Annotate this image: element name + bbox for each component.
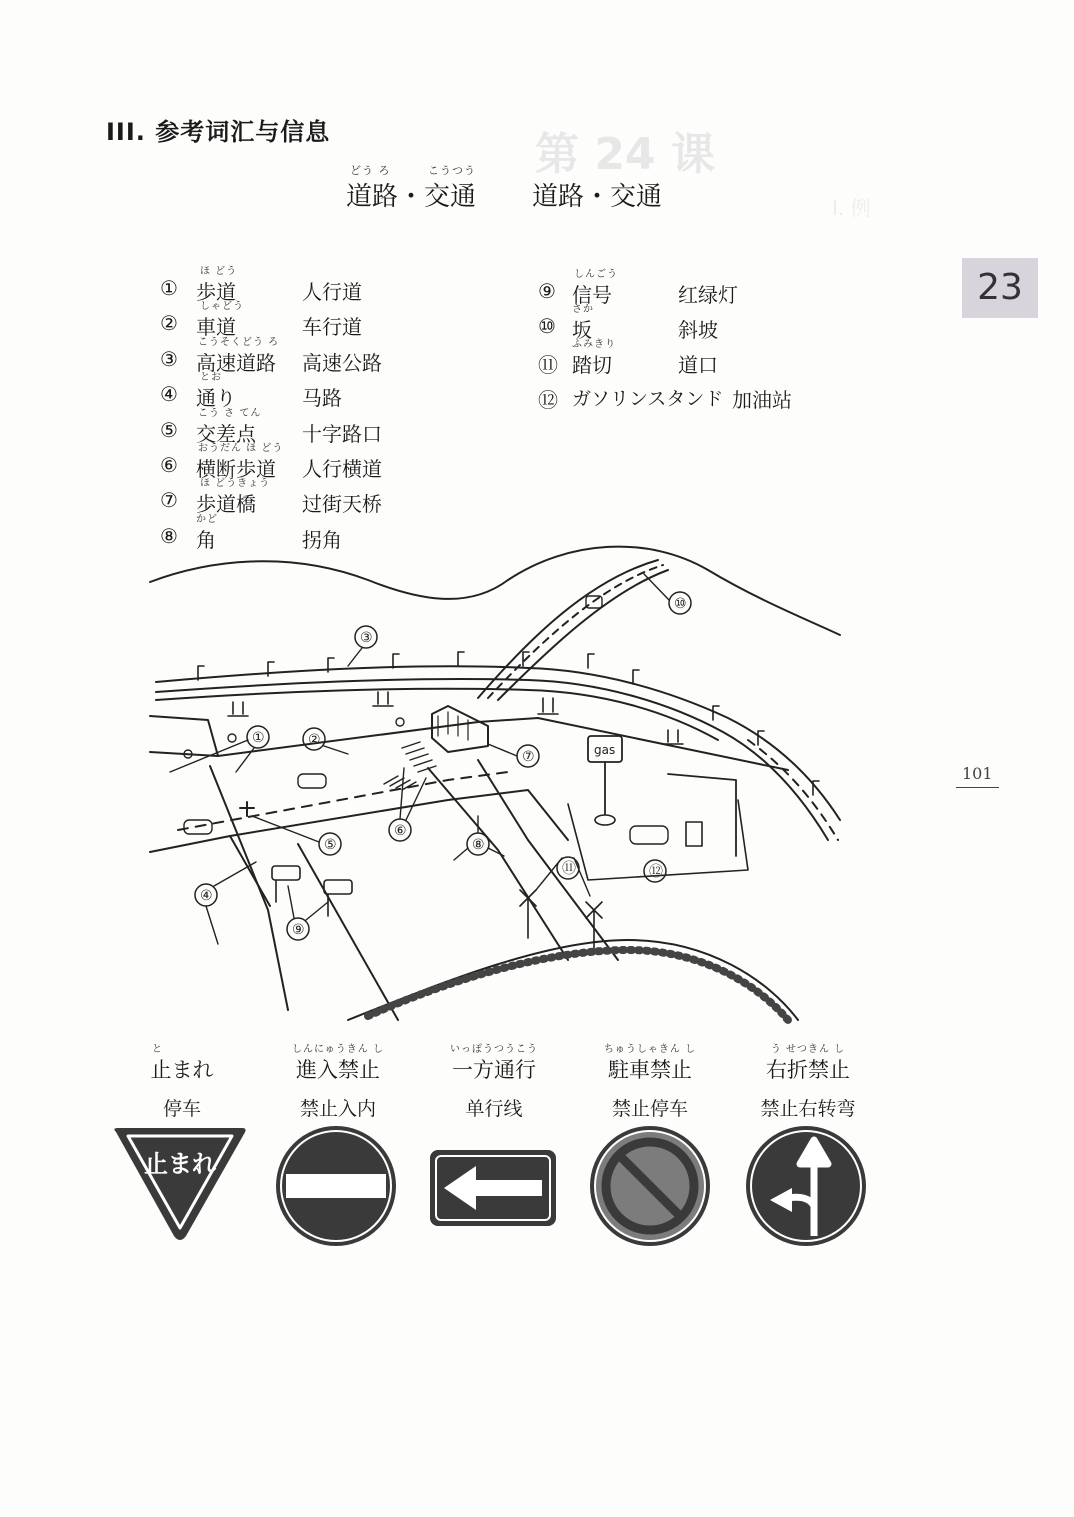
vocab-num: ③ [160, 347, 178, 371]
vocab-ruby: おうだん ほ どう [198, 443, 284, 454]
vocab-cn: 人行横道 [302, 457, 382, 481]
vocab-num: ⑫ [538, 388, 558, 412]
hill-outline [150, 547, 840, 635]
vocab-cn: 过街天桥 [302, 492, 382, 516]
sign-jp: 進入禁止 [296, 1058, 380, 1082]
vocab-jp: 踏切 [572, 353, 612, 377]
vocab-num: ② [160, 311, 178, 335]
vocab-jp: ガソリンスタンド [572, 388, 724, 410]
vocab-ruby: さか [572, 304, 594, 315]
road-illustration [148, 540, 848, 1030]
sign-label-no-entry [258, 1040, 418, 1121]
intersection-mark [240, 802, 254, 816]
vocab-jp: 角 [196, 528, 216, 552]
pedestrian [228, 734, 236, 742]
sign-jp: 右折禁止 [766, 1058, 850, 1082]
sign-ruby: ちゅうしゃきん し [603, 1044, 697, 1055]
callout-label: ① [252, 730, 265, 746]
vocab-cn: 拐角 [302, 528, 342, 552]
chapter-tab: 23 [962, 258, 1038, 318]
vocab-cn: 十字路口 [302, 422, 382, 446]
callout-label: ③ [360, 630, 373, 646]
section-title: III. 参考词汇与信息 [106, 118, 331, 146]
vocab-ruby: ふみきり [572, 339, 616, 350]
sign-label-stop [102, 1040, 262, 1121]
one-way-arrow-icon [428, 1148, 558, 1228]
topic-jp [346, 164, 477, 213]
sign-jp: 止まれ [150, 1058, 214, 1082]
topic-cn: 道路・交通 [532, 182, 663, 212]
callout-label: ⑪ [562, 861, 576, 877]
sign-cn: 禁止停车 [611, 1098, 688, 1120]
callouts [195, 592, 691, 940]
vocab-num: ⑨ [538, 279, 556, 303]
sign-jp: 一方通行 [452, 1058, 536, 1082]
vocab-ruby: ほ どう [200, 266, 238, 277]
vocab-num: ④ [160, 382, 178, 406]
pedestrian [396, 718, 404, 726]
sign-ruby: と [152, 1044, 163, 1055]
car [298, 774, 326, 788]
vocab-ruby: かど [196, 514, 218, 525]
cross-road-right [298, 844, 398, 1020]
vocab-jp: 歩道 [196, 280, 236, 304]
footbridge [432, 706, 488, 752]
main-road-dashed [178, 772, 508, 830]
vocab-jp: 信号 [572, 283, 612, 307]
topic-ruby-1: どう ろ [350, 164, 391, 177]
stop-triangle-icon [108, 1126, 252, 1246]
vocab-num: ⑪ [538, 353, 558, 377]
sign-cn: 禁止入内 [299, 1098, 376, 1120]
railway-track-inner [368, 950, 788, 1020]
vocab-ruby: とお [200, 372, 222, 383]
traffic-signal [324, 880, 352, 894]
sign-ruby: いっぽうつうこう [450, 1044, 538, 1055]
callout-label: ⑧ [472, 837, 485, 853]
vocab-ruby: ほ どうきょう [200, 478, 271, 489]
vocab-jp: 横断歩道 [196, 457, 276, 481]
highway-lamps [198, 652, 819, 795]
callout-label: ④ [200, 888, 213, 904]
gas-sign-text: gas [594, 743, 616, 757]
vocab-cn: 高速公路 [302, 351, 382, 375]
page-number: 101 [956, 764, 999, 788]
vocab-num: ① [160, 276, 178, 300]
callout-label: ⑫ [649, 864, 663, 880]
callout-label: ⑤ [324, 837, 337, 853]
traffic-signal [272, 866, 300, 880]
callout-label: ② [308, 732, 321, 748]
vocab-ruby: しんごう [574, 269, 618, 280]
vocab-jp: 車道 [196, 315, 236, 339]
sign-label-no-parking [570, 1040, 730, 1121]
vocab-num: ⑩ [538, 314, 556, 338]
vocab-cn: 马路 [302, 386, 342, 410]
callout-leaders [170, 574, 669, 944]
gas-pump [686, 822, 702, 846]
ghost-header: 第 24 课 [535, 129, 715, 180]
vocab-num: ⑥ [160, 453, 178, 477]
topic-ruby-2: こうつう [428, 164, 476, 177]
vocab-jp: 通り [196, 386, 236, 410]
vocab-jp: 高速道路 [196, 351, 276, 375]
no-entry-icon [274, 1124, 398, 1248]
sign-label-one-way [414, 1040, 574, 1121]
callout-label: ⑨ [292, 922, 305, 938]
vocab-jp: 坂 [572, 318, 592, 342]
callout-label: ⑥ [394, 823, 407, 839]
vocab-ruby: しゃどう [200, 301, 244, 312]
stop-sign-text: 止まれ [144, 1150, 216, 1178]
vocab-cn: 斜坡 [678, 318, 718, 342]
car [630, 826, 668, 844]
callout-label: ⑩ [674, 596, 687, 612]
road-left-top [150, 716, 218, 756]
sign-cn: 单行线 [465, 1098, 523, 1120]
sign-cn: 停车 [162, 1098, 201, 1120]
sign-cn: 禁止右转弯 [760, 1098, 856, 1120]
topic-jp-text: 道路・交通 [346, 182, 477, 212]
sign-ruby: う せつきん し [770, 1044, 846, 1055]
vocab-cn: 加油站 [732, 388, 792, 412]
no-parking-icon [588, 1124, 712, 1248]
vocab-num: ⑧ [160, 524, 178, 548]
vocab-ruby: こうそくどう ろ [198, 337, 280, 348]
sign-label-no-right-turn [728, 1040, 888, 1121]
vocab-cn: 道口 [678, 353, 718, 377]
vocab-jp: 交差点 [196, 422, 256, 446]
vocab-num: ⑦ [160, 488, 178, 512]
no-right-turn-icon [744, 1124, 868, 1248]
slope-left-edge [478, 560, 658, 698]
vocab-cn: 人行道 [302, 280, 362, 304]
sign-ruby: しんにゅうきん し [292, 1044, 384, 1055]
vocab-ruby: こう さ てん [198, 408, 262, 419]
callout-label: ⑦ [522, 749, 535, 765]
vocab-num: ⑤ [160, 418, 178, 442]
vocab-cn: 车行道 [302, 315, 362, 339]
sign-jp: 駐車禁止 [608, 1058, 692, 1082]
railway-crossing-signals [520, 890, 602, 950]
vocab-cn: 红绿灯 [678, 283, 738, 307]
ghost-sub: I. 例 [832, 196, 871, 220]
vocab-jp: 歩道橋 [196, 492, 256, 516]
